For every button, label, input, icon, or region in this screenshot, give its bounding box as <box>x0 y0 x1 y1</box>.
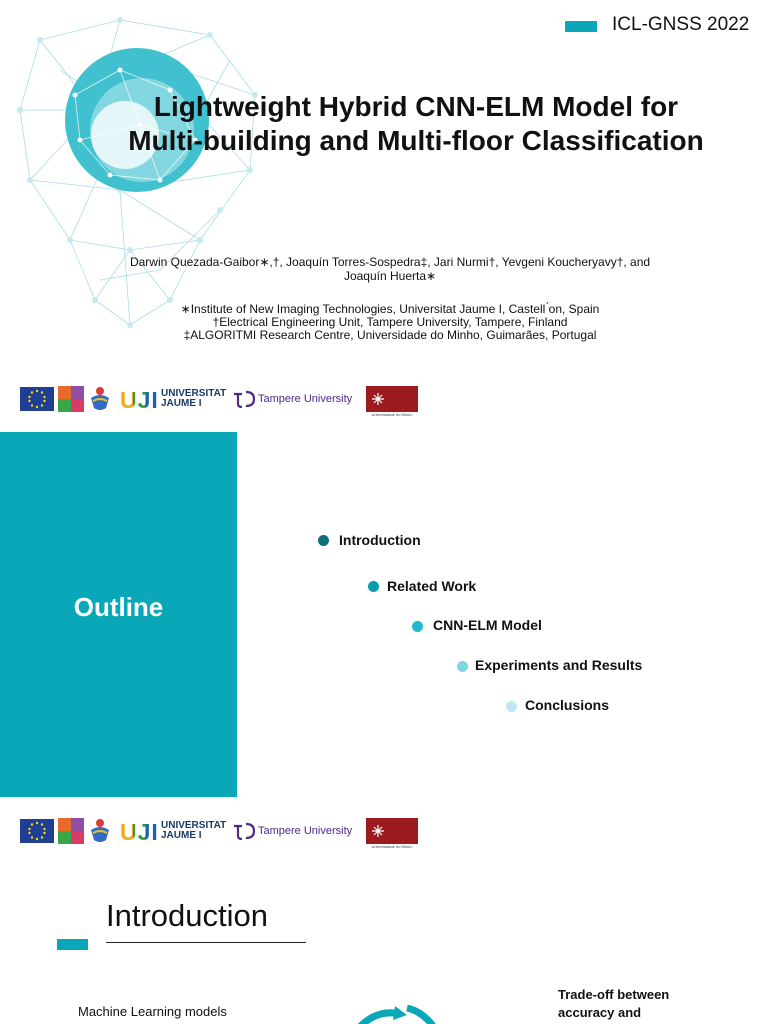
sponsor-logos <box>20 386 440 417</box>
minho-logo-icon <box>366 818 418 844</box>
figure-logo-icon <box>88 386 112 412</box>
minho-caption: Universidade do Minho <box>371 844 413 849</box>
tampere-university-name: Tampere University <box>258 393 353 405</box>
tile-logo-icon <box>58 818 84 844</box>
ml-models-text: Machine Learning models <box>78 1004 227 1019</box>
outline-item-cnn-elm-model[interactable]: CNN-ELM Model <box>433 617 542 633</box>
introduction-heading: Introduction <box>106 898 268 933</box>
outline-item-introduction[interactable]: Introduction <box>339 532 421 548</box>
network-bulb-illustration <box>0 0 300 340</box>
introduction-underline <box>106 942 306 943</box>
tradeoff-line-1: Trade-off between <box>558 987 670 1002</box>
affiliation-3: ‡ALGORITMI Research Centre, Universidade do Minho, Guimarães, Portugal <box>183 328 597 342</box>
eu-flag-icon <box>20 819 54 843</box>
tile-logo-icon <box>58 386 84 412</box>
uji-university-line-2: JAUME I <box>161 830 202 841</box>
affiliation-1: ∗Institute of New Imaging Technologies, Universitat Jaume I, Castell ́on, Spain <box>180 302 600 316</box>
authors-line-2: Joaquín Huerta∗ <box>343 269 437 283</box>
title-slide <box>0 0 768 432</box>
outline-panel <box>0 432 237 797</box>
eu-flag-icon <box>20 387 54 411</box>
tradeoff-text <box>558 986 738 1022</box>
conference-label: ICL-GNSS 2022 <box>612 14 750 35</box>
authors <box>110 255 670 283</box>
cycle-arrows-icon <box>345 1002 445 1024</box>
uji-university-name <box>161 821 226 841</box>
tampere-mark-icon <box>232 820 256 842</box>
uji-text: UJI <box>120 819 159 845</box>
outline-heading: Outline <box>73 592 164 622</box>
introduction-slide <box>0 864 768 1024</box>
uji-university-name <box>161 389 226 409</box>
uji-text: UJI <box>120 387 159 413</box>
paper-title-line-2: Multi-building and Multi-floor Classification <box>128 125 704 156</box>
introduction-accent-bar <box>57 939 88 950</box>
paper-title <box>60 90 768 158</box>
outline-bullet-4 <box>457 661 468 672</box>
outline-bullet-1 <box>318 535 329 546</box>
conference-accent-bar <box>565 21 597 32</box>
outline-item-experiments-and-results[interactable]: Experiments and Results <box>475 657 643 673</box>
affiliations <box>110 303 670 342</box>
outline-slide <box>0 432 768 864</box>
uji-university-line-1: UNIVERSITAT <box>161 388 227 399</box>
sponsor-logos <box>20 818 440 849</box>
minho-caption: Universidade do Minho <box>371 412 413 417</box>
outline-bullet-5 <box>506 701 517 712</box>
outline-item-conclusions[interactable]: Conclusions <box>525 697 610 713</box>
uji-university-line-1: UNIVERSITAT <box>161 820 227 831</box>
uji-wordmark <box>120 820 159 844</box>
tampere-mark-icon <box>232 388 256 410</box>
minho-logo-icon <box>366 386 418 412</box>
figure-logo-icon <box>88 818 112 844</box>
tradeoff-line-2: accuracy and <box>558 1005 642 1020</box>
affiliation-2: †Electrical Engineering Unit, Tampere University, Tampere, Finland <box>212 315 568 329</box>
authors-line-1: Darwin Quezada-Gaibor∗,†, Joaquín Torres-Sospedra‡, Jari Nurmi†, Yevgeni Koucheryavy†, and <box>129 255 651 269</box>
uji-wordmark <box>120 388 159 412</box>
paper-title-line-1: Lightweight Hybrid CNN-ELM Model for <box>153 91 679 122</box>
outline-bullet-3 <box>412 621 423 632</box>
outline-item-related-work[interactable]: Related Work <box>387 578 477 594</box>
tampere-university-name: Tampere University <box>258 825 353 837</box>
outline-bullet-2 <box>368 581 379 592</box>
uji-university-line-2: JAUME I <box>161 398 202 409</box>
